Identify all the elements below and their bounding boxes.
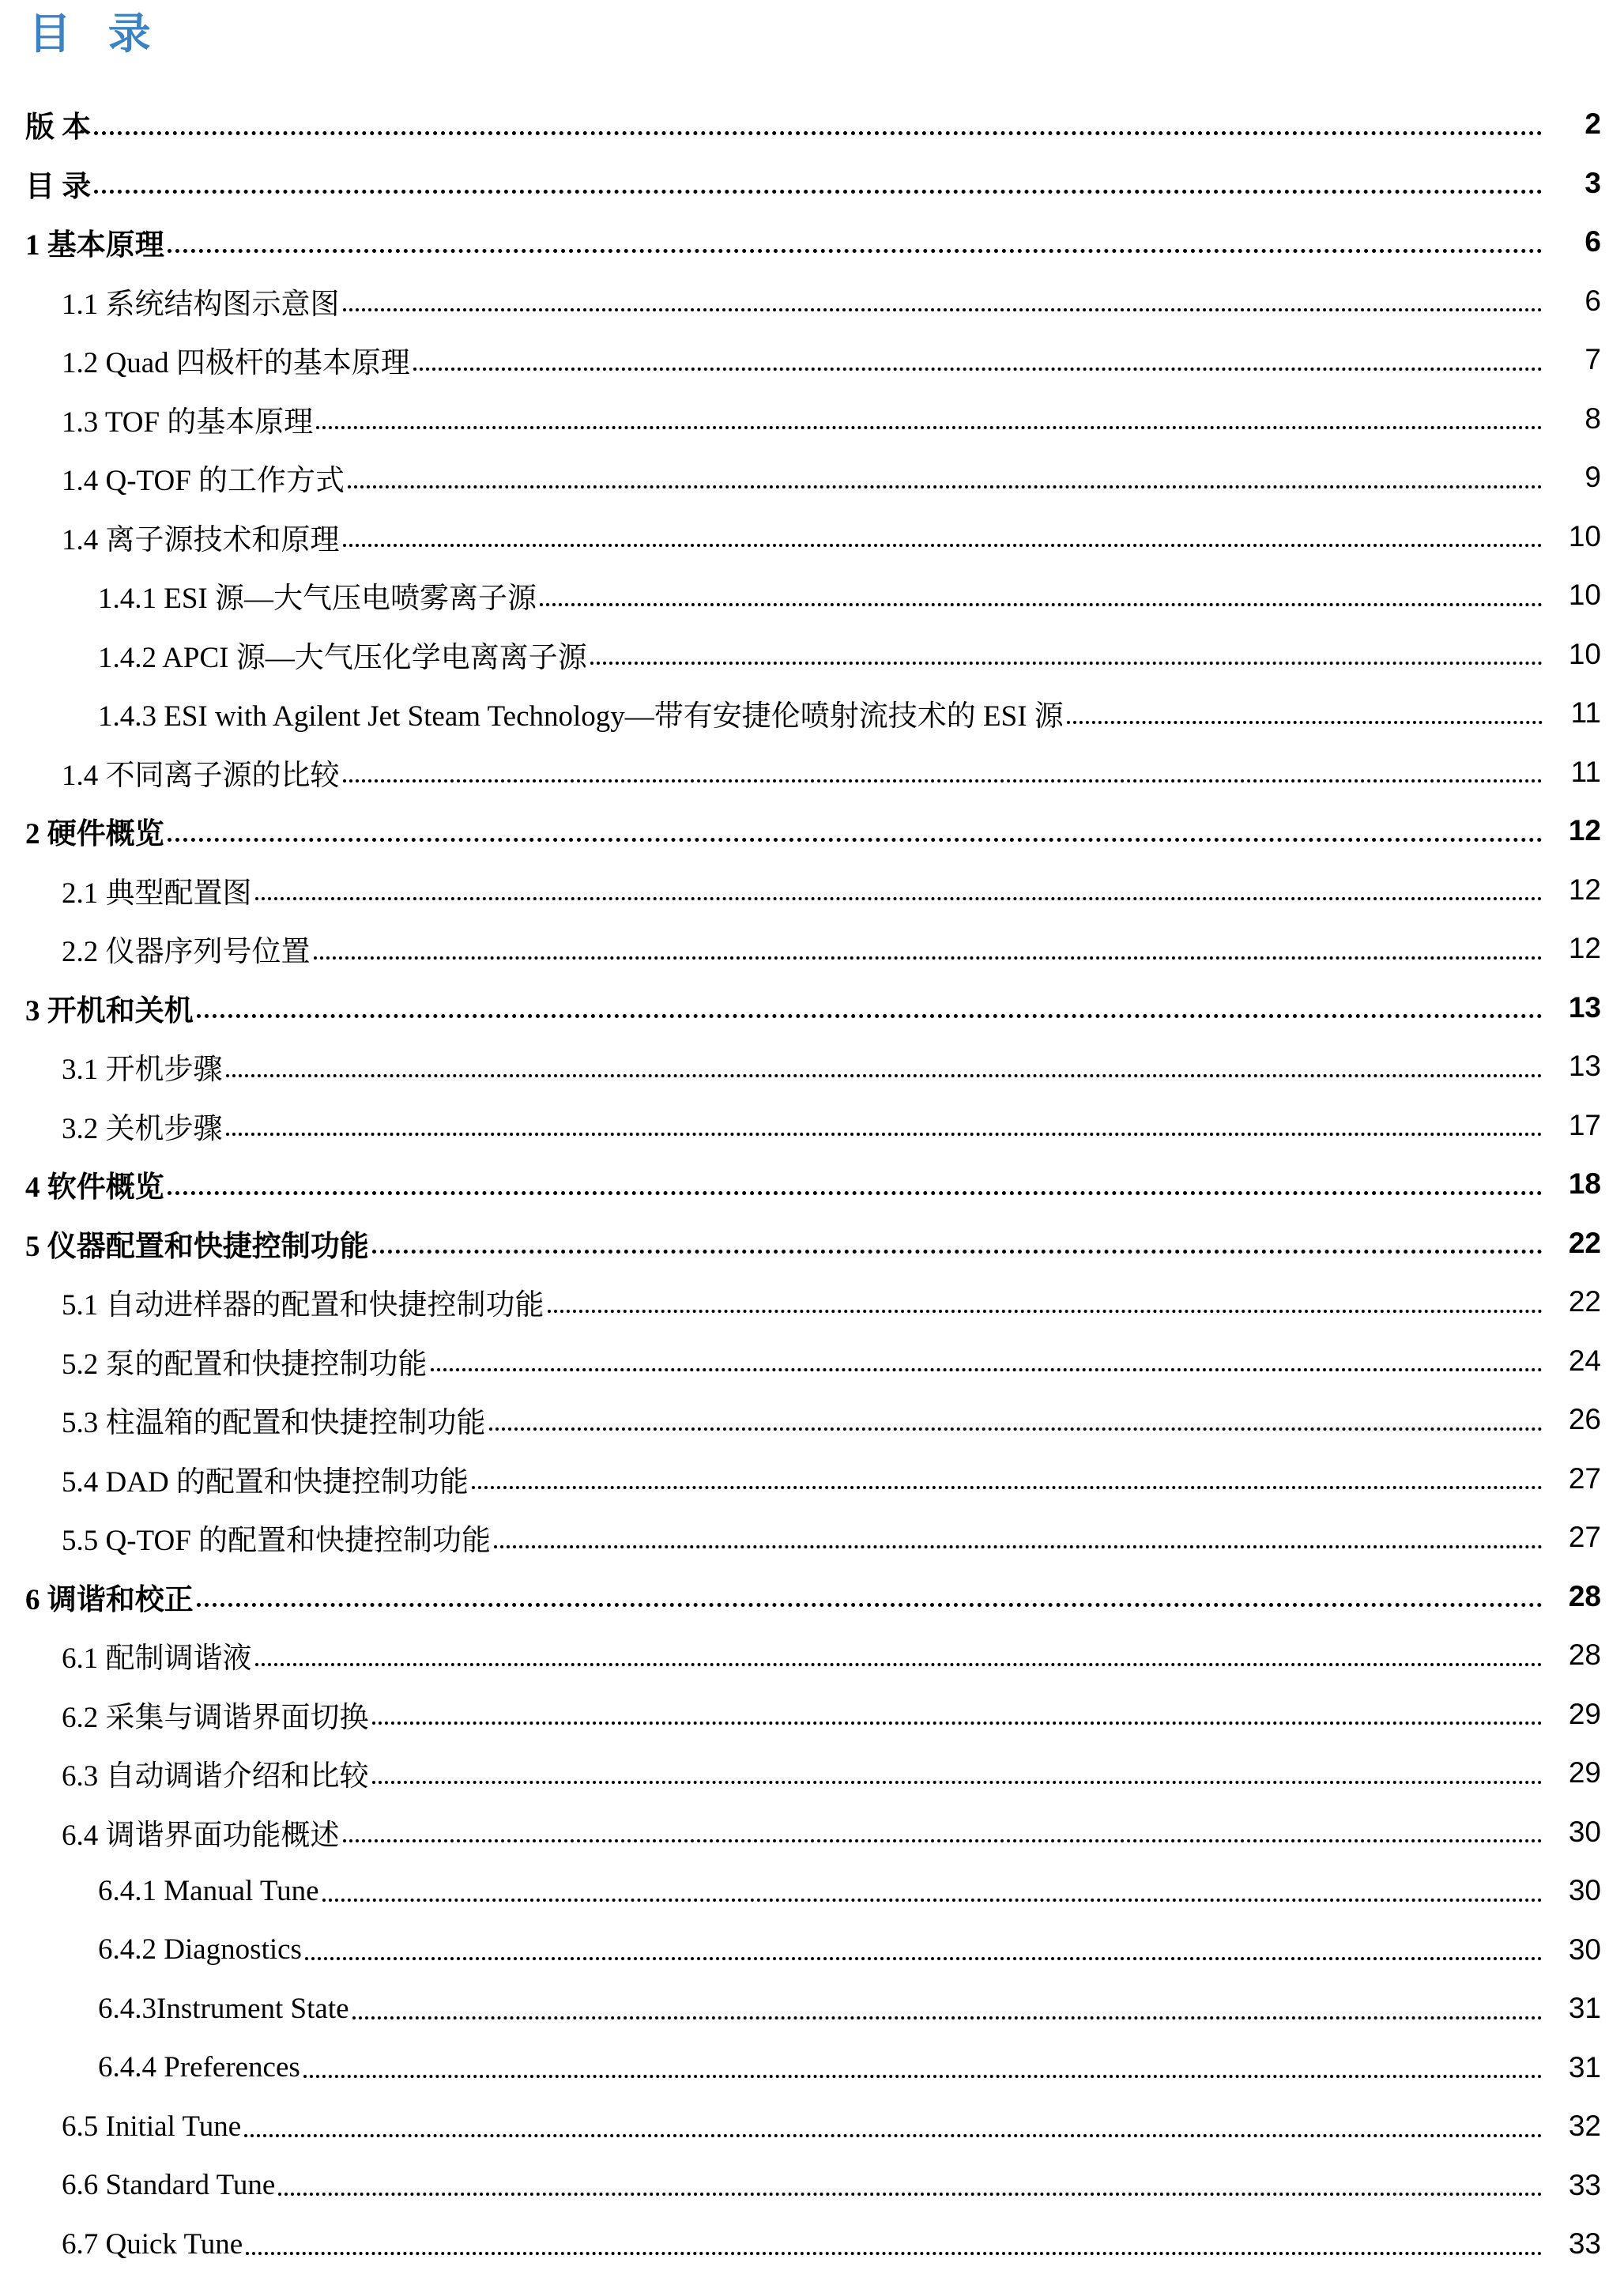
dot-leader xyxy=(343,544,1543,547)
toc-entry-page-number: 12 xyxy=(1568,814,1601,847)
dot-leader xyxy=(372,1781,1543,1784)
toc-entry-page-number: 6 xyxy=(1584,284,1601,317)
toc-entry[interactable] xyxy=(0,1861,1624,1921)
dot-leader xyxy=(197,1014,1543,1018)
toc-entry-title: 目 录 xyxy=(25,170,92,203)
toc-entry-title: 6.4.3Instrument State xyxy=(98,1992,349,2025)
toc-entry[interactable] xyxy=(0,743,1624,802)
toc-entry-title: 1.4 Q-TOF 的工作方式 xyxy=(62,465,345,498)
toc-entry-title: 2 硬件概览 xyxy=(25,818,164,851)
toc-entry-page-number: 10 xyxy=(1568,579,1601,612)
toc-entry-page-number: 27 xyxy=(1568,1461,1601,1495)
toc-entry[interactable] xyxy=(0,1626,1624,1685)
dot-leader xyxy=(472,1486,1543,1489)
dot-leader xyxy=(343,779,1543,783)
toc-entry[interactable] xyxy=(0,154,1624,213)
toc-entry[interactable] xyxy=(0,95,1624,154)
toc-entry-page-number: 24 xyxy=(1568,1344,1601,1377)
toc-entry[interactable] xyxy=(0,507,1624,567)
toc-entry-title: 6.2 采集与调谐界面切换 xyxy=(62,1701,369,1734)
dot-leader xyxy=(540,603,1543,606)
dot-leader xyxy=(431,1368,1543,1371)
toc-entry[interactable] xyxy=(0,625,1624,684)
dot-leader xyxy=(314,956,1543,960)
toc-entry-page-number: 29 xyxy=(1568,1697,1601,1730)
toc-entry-title: 5.2 泵的配置和快捷控制功能 xyxy=(62,1348,428,1381)
dot-leader xyxy=(94,131,1543,135)
dot-leader xyxy=(226,1133,1543,1136)
toc-entry-title: 6.3 自动调谐介绍和比较 xyxy=(62,1760,369,1793)
toc-entry-page-number: 27 xyxy=(1568,1521,1601,1554)
toc-entry[interactable] xyxy=(0,1979,1624,2038)
dot-leader xyxy=(322,1899,1543,1902)
toc-entry-page-number: 6 xyxy=(1584,225,1601,258)
toc-entry[interactable] xyxy=(0,1685,1624,1744)
toc-entry-page-number: 8 xyxy=(1584,402,1601,435)
dot-leader xyxy=(94,190,1543,194)
dot-leader xyxy=(372,1250,1543,1254)
dot-leader xyxy=(548,1310,1543,1313)
toc-entry-page-number: 28 xyxy=(1568,1639,1601,1672)
toc-entry-page-number: 22 xyxy=(1568,1226,1601,1259)
toc-entry-page-number: 31 xyxy=(1568,1992,1601,2025)
toc-entry-title: 5.4 DAD 的配置和快捷控制功能 xyxy=(62,1465,469,1499)
toc-entry-title: 6.4.1 Manual Tune xyxy=(98,1874,319,1907)
toc-entry[interactable] xyxy=(0,1332,1624,1391)
toc-entry-title: 1.4.3 ESI with Agilent Jet Steam Technology—带有安捷伦喷射流技术的 ESI 源 xyxy=(98,700,1064,733)
toc-entry[interactable] xyxy=(0,2215,1624,2274)
toc-entry[interactable] xyxy=(0,1155,1624,1214)
dot-leader xyxy=(246,2252,1543,2255)
toc-entry-title: 1 基本原理 xyxy=(25,229,164,262)
toc-entry[interactable] xyxy=(0,2097,1624,2156)
toc-entry-title: 2.2 仪器序列号位置 xyxy=(62,936,311,969)
toc-entry[interactable] xyxy=(0,801,1624,861)
dot-leader xyxy=(372,1722,1543,1725)
toc-entry[interactable] xyxy=(0,330,1624,390)
dot-leader xyxy=(226,1074,1543,1077)
toc-entry[interactable] xyxy=(0,1037,1624,1096)
toc-entry-page-number: 12 xyxy=(1568,873,1601,906)
toc-entry-page-number: 26 xyxy=(1568,1403,1601,1436)
toc-entry[interactable] xyxy=(0,1921,1624,1980)
toc-entry-page-number: 33 xyxy=(1568,2168,1601,2201)
dot-leader xyxy=(168,1191,1543,1195)
toc-entry-title: 5.5 Q-TOF 的配置和快捷控制功能 xyxy=(62,1525,492,1558)
toc-entry[interactable] xyxy=(0,390,1624,449)
dot-leader xyxy=(413,368,1543,371)
toc-entry[interactable] xyxy=(0,213,1624,272)
toc-entry-title: 4 软件概览 xyxy=(25,1171,164,1205)
toc-entry[interactable] xyxy=(0,1450,1624,1509)
toc-entry-title: 3 开机和关机 xyxy=(25,994,194,1028)
toc-entry-title: 1.3 TOF 的基本原理 xyxy=(62,405,314,439)
toc-entry-page-number: 9 xyxy=(1584,461,1601,494)
dot-leader xyxy=(255,897,1543,900)
toc-entry-title: 6.7 Quick Tune xyxy=(62,2227,243,2261)
toc-entry-title: 6.4.2 Diagnostics xyxy=(98,1933,302,1967)
dot-leader xyxy=(197,1603,1543,1607)
toc-entry-page-number: 22 xyxy=(1568,1285,1601,1318)
toc-entry-title: 3.1 开机步骤 xyxy=(62,1054,223,1087)
dot-leader xyxy=(303,2075,1543,2078)
toc-entry[interactable] xyxy=(0,1803,1624,1862)
dot-leader xyxy=(489,1427,1543,1431)
dot-leader xyxy=(278,2193,1543,2196)
dot-leader xyxy=(244,2134,1543,2137)
toc-entry-title: 1.2 Quad 四极杆的基本原理 xyxy=(62,347,410,380)
toc-entry-page-number: 10 xyxy=(1568,519,1601,552)
toc-entry-page-number: 30 xyxy=(1568,1874,1601,1907)
dot-leader xyxy=(352,2016,1543,2019)
toc-entry-title: 1.4 不同离子源的比较 xyxy=(62,759,340,792)
toc-entry-title: 5.3 柱温箱的配置和快捷控制功能 xyxy=(62,1407,486,1440)
toc-entry-page-number: 32 xyxy=(1568,2110,1601,2143)
dot-leader xyxy=(316,426,1543,429)
toc-entry-page-number: 30 xyxy=(1568,1933,1601,1966)
toc-entry-page-number: 2 xyxy=(1584,107,1601,141)
dot-leader xyxy=(343,1839,1543,1842)
toc-entry[interactable] xyxy=(0,1390,1624,1450)
toc-entry-title: 5 仪器配置和快捷控制功能 xyxy=(25,1230,369,1263)
toc-entry[interactable] xyxy=(0,272,1624,331)
dot-leader xyxy=(348,485,1543,488)
toc-entry[interactable] xyxy=(0,566,1624,625)
toc-entry-title: 1.4.2 APCI 源—大气压化学电离离子源 xyxy=(98,641,587,674)
toc-entry-page-number: 12 xyxy=(1568,932,1601,965)
toc-entry-title: 6 调谐和校正 xyxy=(25,1583,194,1616)
toc-entry-title: 版 本 xyxy=(25,111,92,145)
toc-entry[interactable] xyxy=(0,448,1624,507)
toc-entry-title: 1.4 离子源技术和原理 xyxy=(62,523,340,556)
dot-leader xyxy=(590,662,1543,665)
table-of-contents xyxy=(0,95,1624,2274)
toc-entry-title: 5.1 自动进样器的配置和快捷控制功能 xyxy=(62,1289,544,1322)
toc-entry-title: 6.5 Initial Tune xyxy=(62,2110,242,2143)
toc-entry[interactable] xyxy=(0,979,1624,1038)
dot-leader xyxy=(1067,721,1543,724)
toc-entry-page-number: 11 xyxy=(1570,696,1601,730)
toc-entry-title: 6.1 配制调谐液 xyxy=(62,1642,252,1676)
dot-leader xyxy=(305,1957,1543,1960)
toc-entry-page-number: 11 xyxy=(1570,755,1601,788)
toc-entry-page-number: 18 xyxy=(1568,1167,1601,1201)
toc-entry-page-number: 31 xyxy=(1568,2050,1601,2084)
toc-entry-title: 1.1 系统结构图示意图 xyxy=(62,288,340,321)
toc-entry-page-number: 17 xyxy=(1568,1108,1601,1141)
toc-entry-title: 6.4 调谐界面功能概述 xyxy=(62,1819,340,1852)
toc-entry[interactable] xyxy=(0,1744,1624,1803)
toc-entry-page-number: 29 xyxy=(1568,1756,1601,1789)
toc-entry-page-number: 30 xyxy=(1568,1815,1601,1848)
toc-entry-page-number: 7 xyxy=(1584,343,1601,376)
toc-entry[interactable] xyxy=(0,1508,1624,1567)
toc-entry-title: 6.6 Standard Tune xyxy=(62,2169,276,2202)
toc-entry-page-number: 13 xyxy=(1568,990,1601,1024)
toc-entry-page-number: 28 xyxy=(1568,1579,1601,1612)
toc-entry[interactable] xyxy=(0,861,1624,920)
toc-entry-title: 2.1 典型配置图 xyxy=(62,877,252,910)
toc-entry-title: 1.4.1 ESI 源—大气压电喷雾离子源 xyxy=(98,583,537,616)
toc-entry-title: 3.2 关机步骤 xyxy=(62,1112,223,1145)
dot-leader xyxy=(343,308,1543,311)
dot-leader xyxy=(494,1545,1543,1548)
toc-entry-title: 6.4.4 Preferences xyxy=(98,2051,300,2084)
toc-entry-page-number: 13 xyxy=(1568,1050,1601,1083)
toc-entry[interactable] xyxy=(0,2038,1624,2098)
dot-leader xyxy=(168,249,1543,253)
toc-entry[interactable] xyxy=(0,1567,1624,1627)
toc-entry-page-number: 3 xyxy=(1584,166,1601,199)
toc-entry[interactable] xyxy=(0,1214,1624,1273)
page-title: 目 录 xyxy=(28,9,162,58)
toc-entry[interactable] xyxy=(0,1096,1624,1156)
toc-entry[interactable] xyxy=(0,684,1624,743)
toc-entry[interactable] xyxy=(0,1273,1624,1332)
toc-entry-page-number: 10 xyxy=(1568,637,1601,670)
toc-entry[interactable] xyxy=(0,2156,1624,2216)
dot-leader xyxy=(168,838,1543,842)
toc-entry[interactable] xyxy=(0,919,1624,979)
dot-leader xyxy=(255,1663,1543,1666)
toc-entry-page-number: 33 xyxy=(1568,2227,1601,2261)
